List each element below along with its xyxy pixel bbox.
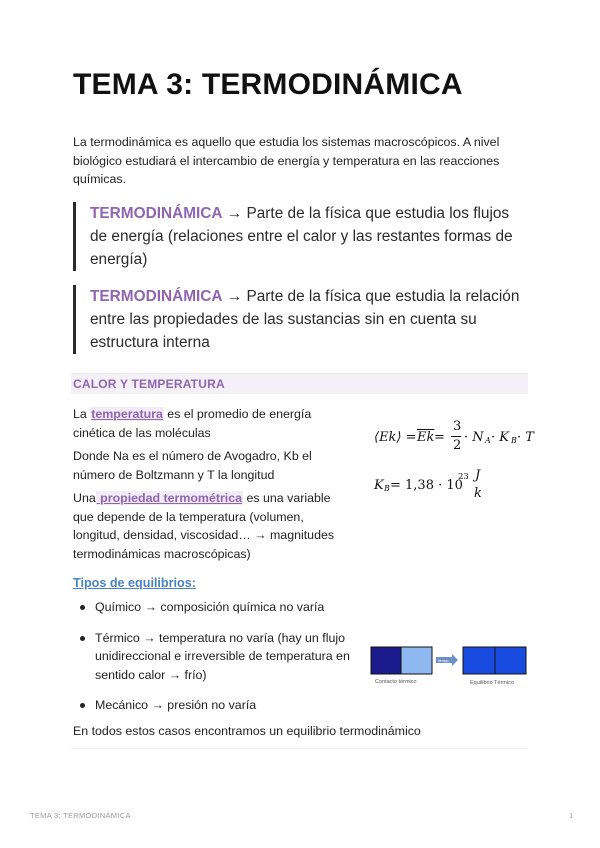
thermometric-paragraph [73,489,353,563]
page-number: 1 [569,811,574,820]
equilibrium-block-left [463,647,495,674]
equilibrium-block-right [495,647,526,674]
formula-t: · T [517,430,534,445]
cold-block [371,647,401,674]
closing-paragraph: En todos estos casos encontramos un equilibrio termodinámico [73,724,421,738]
formula-sub: B [384,484,390,493]
footer-title: TEMA 3: TERMODINÁMICA [30,811,131,820]
formula-lhs: ⟨Ek⟩ = [374,430,417,445]
boltzmann-formula [374,466,534,506]
kinetic-energy-formula [374,418,534,458]
section-heading [71,373,528,394]
formula-k: K [374,478,384,493]
equilibria-heading: Tipos de equilibrios: [73,576,196,590]
formula-kb: · K [491,430,509,445]
quote-term: TERMODINÁMICA [90,288,223,305]
formula-eq: = [434,430,445,445]
divider [71,748,528,749]
intro-paragraph: La termodinámica es aquello que estudia los sistemas macroscópicos. A nivel biológico estudiará el intercambio de energía y temperatura en las reacciones químicas. [73,135,500,186]
list-item: Mecánico → presión no varía [73,696,363,715]
figure-caption-right: Equilibrio Térmico [470,680,514,686]
figure-caption-left: Contacto térmico [375,679,417,685]
definition-quote-1 [73,202,530,271]
formula-exp: 23 [458,472,469,482]
temperature-paragraph [73,405,343,442]
thermal-equilibrium-figure [370,645,530,690]
formula-na: · N [464,430,484,445]
formula-den: 2 [453,438,462,453]
formula-bar-ek: $\overline{Ek}$ [417,430,435,445]
text: Una [73,491,96,505]
text: es una variable que depende de la temperatura (volumen, longitud, densidad, viscosidad… → magnitudes termodinámicas macroscópicas) [73,491,335,561]
highlight-term-temperatura: temperatura [91,407,163,421]
quote-text: → Parte de la física que estudia los flujos de energía (relaciones entre el calor y las restantes formas de energía) [90,205,513,268]
text: La [73,407,91,421]
highlight-term-propiedad-termometrica: propiedad termométrica [96,491,243,505]
text: es el promedio de energía cinética de las moléculas [73,407,312,440]
list-item: Químico → composición química no varía [73,598,363,617]
section-heading-label: CALOR Y TEMPERATURA [73,377,225,391]
equilibria-list [73,598,363,715]
formula-value: = 1,38 · 10 [390,478,463,493]
formula-sub-a: A [485,436,491,445]
arrow-label: tiempo [438,659,449,663]
formula-sub-b: B [511,436,517,445]
definition-quote-2 [73,285,530,354]
quote-text: → Parte de la física que estudia la relación entre las propiedades de las sustancias sin en cuenta su estructura interna [90,288,520,351]
fraction-bar [451,436,461,437]
page-title: TEMA 3: TERMODINÁMICA [73,68,463,101]
quote-term: TERMODINÁMICA [90,205,223,222]
warm-block [401,647,432,674]
formula-num: 3 [453,419,462,434]
formula-unit-den: k [474,486,482,501]
formula-unit-num: J [475,468,481,483]
list-item: Térmico → temperatura no varía (hay un flujo unidireccional e irreversible de temperatura en sentido calor → frío) [73,629,363,685]
constants-paragraph: Donde Na es el número de Avogadro, Kb el número de Boltzmann y T la longitud [73,449,312,482]
